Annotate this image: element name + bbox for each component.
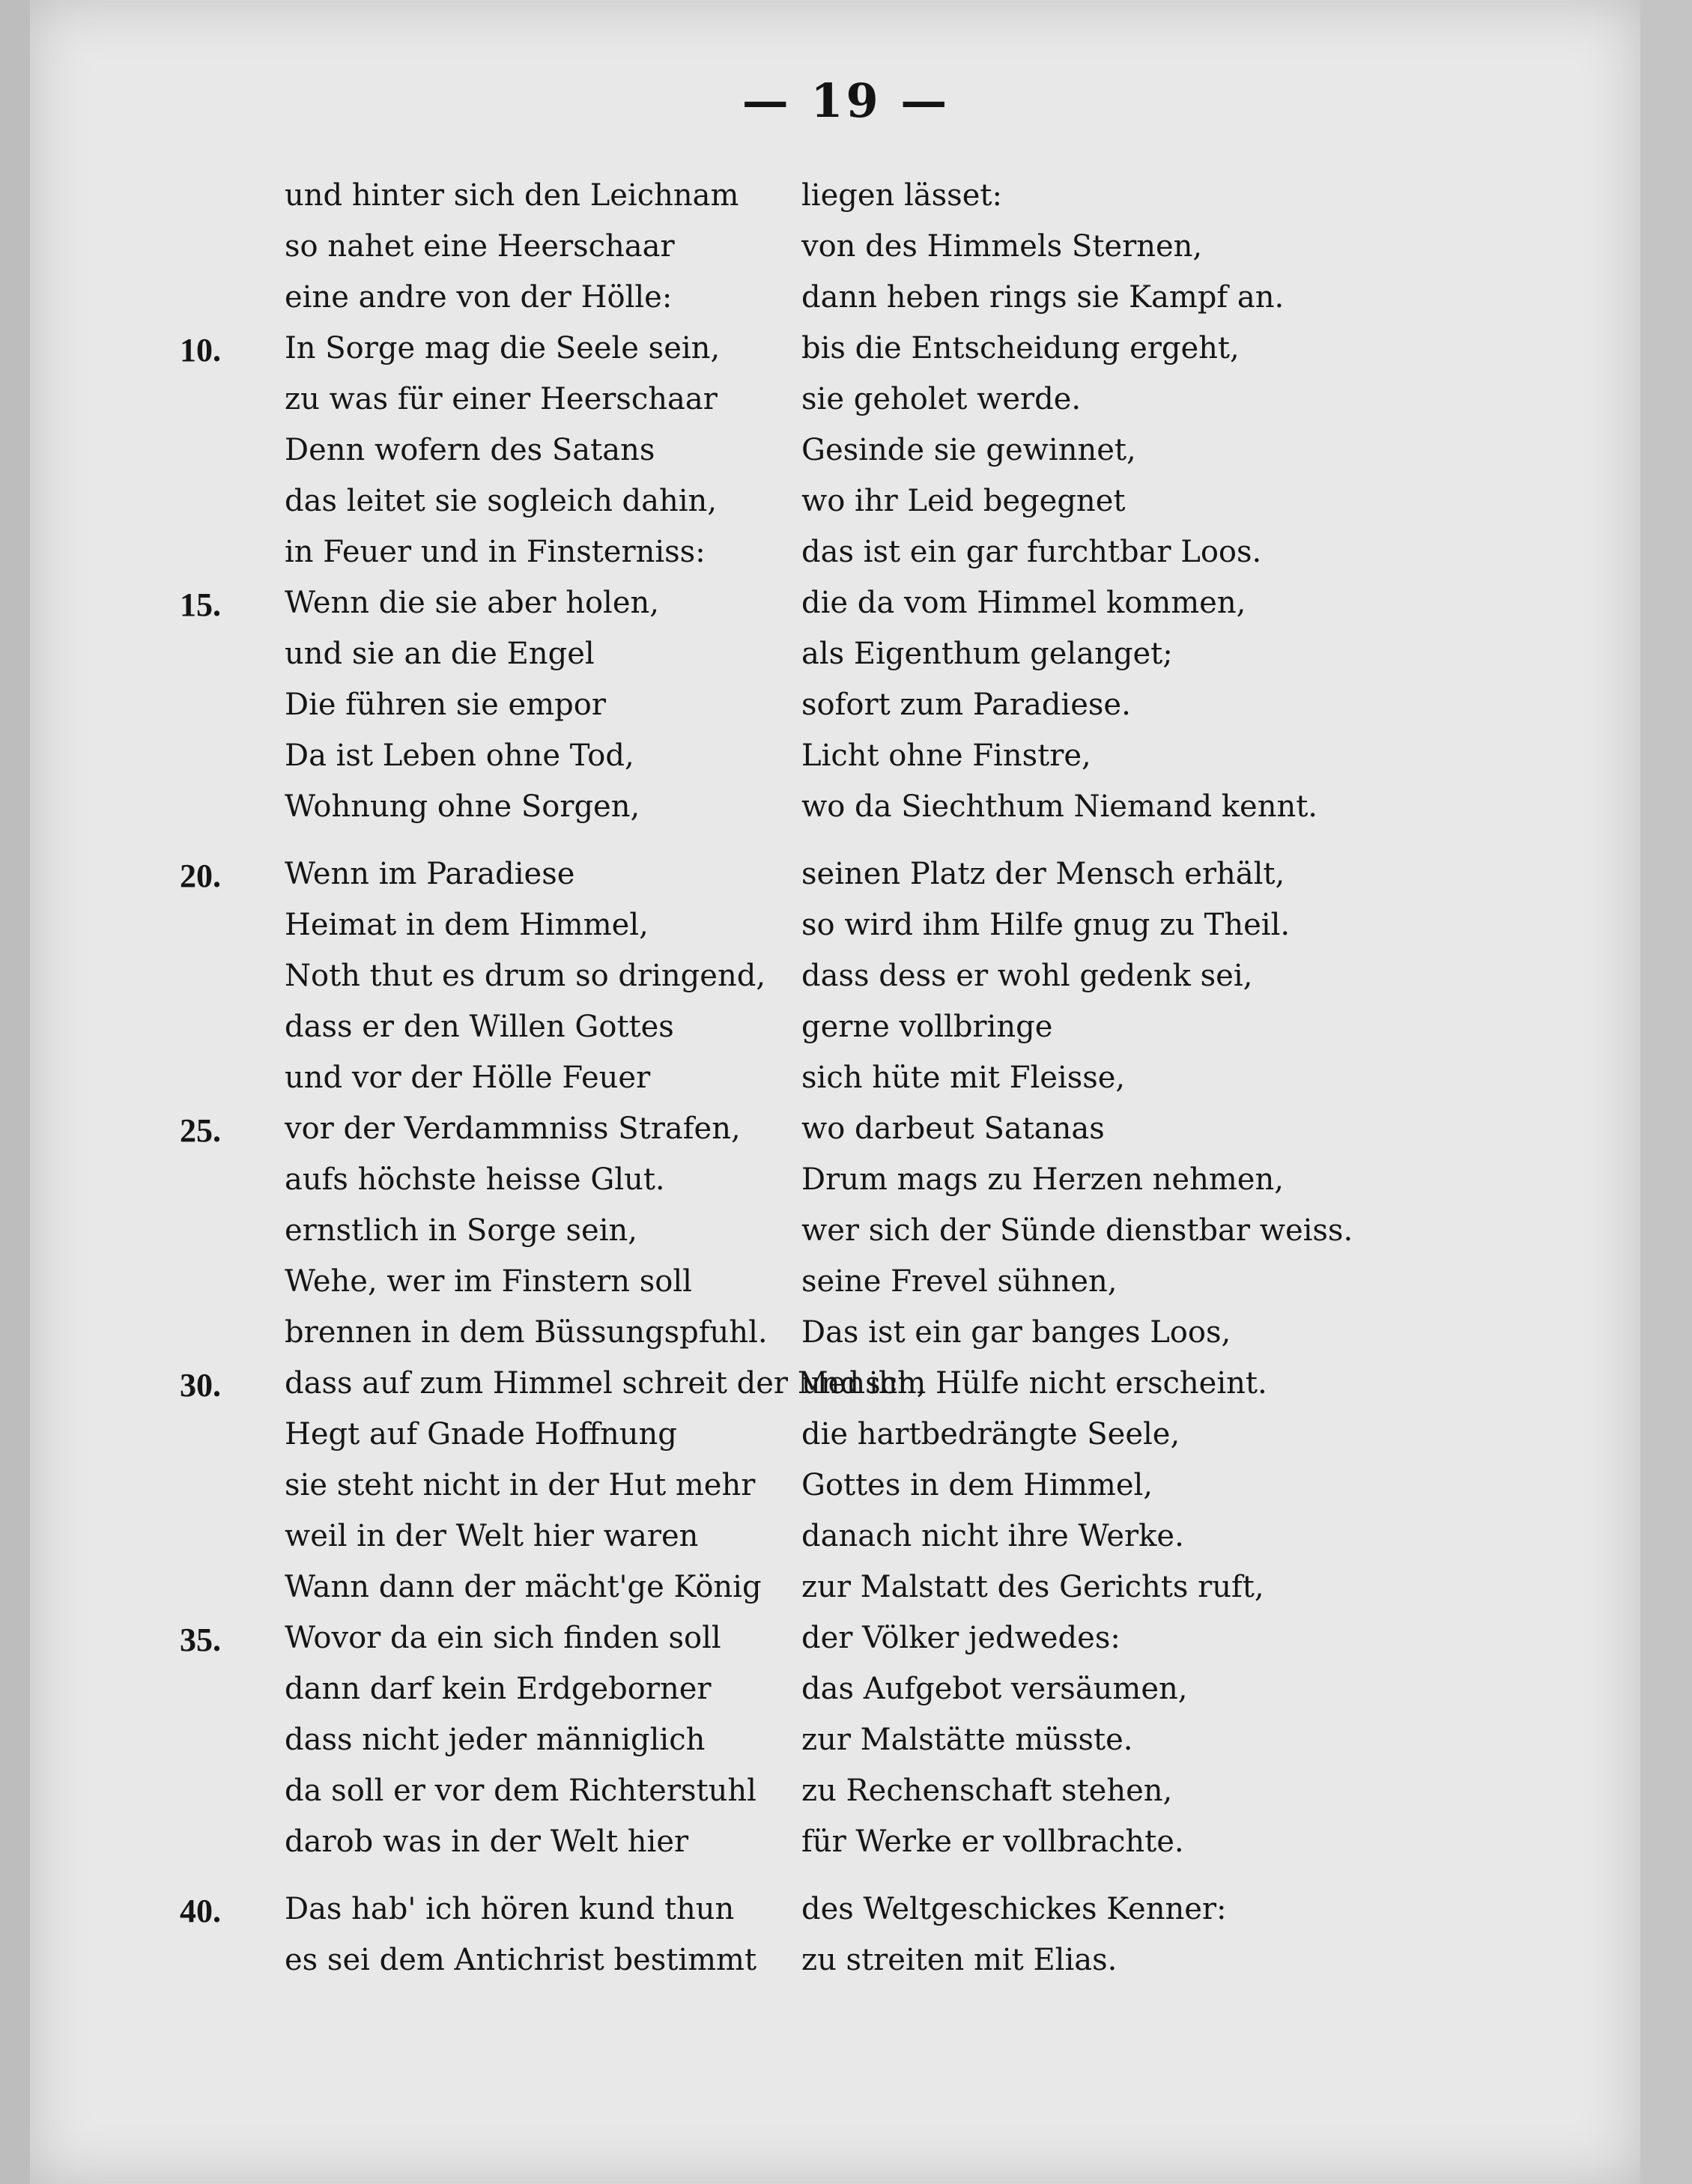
verse-second-half: danach nicht ihre Werke. [801, 1519, 1184, 1553]
verse-first-half: dass nicht jeder männiglich [285, 1723, 706, 1757]
line-number: 30. [180, 1367, 221, 1404]
verse-first-half: sie steht nicht in der Hut mehr [285, 1468, 756, 1502]
verse-first-half: das leitet sie sogleich dahin, [285, 484, 718, 518]
verse-first-half: in Feuer und in Finsterniss: [285, 535, 706, 569]
verse-first-half: Da ist Leben ohne Tod, [285, 738, 634, 773]
verse-second-half: so wird ihm Hilfe gnug zu Theil. [801, 908, 1291, 942]
verse-line [0, 280, 1692, 325]
line-number: 15. [180, 586, 221, 623]
verse-line [0, 1723, 1692, 1768]
verse-first-half: Das hab' ich hören kund thun [285, 1892, 735, 1926]
verse-second-half: sofort zum Paradiese. [801, 688, 1131, 722]
verse-first-half: Wovor da ein sich finden soll [285, 1621, 721, 1655]
verse-first-half: eine andre von der Hölle: [285, 280, 673, 315]
verse-line [0, 178, 1692, 223]
verse-first-half: Wenn im Paradiese [285, 857, 575, 891]
verse-second-half: seine Frevel sühnen, [801, 1264, 1118, 1299]
verse-second-half: wo darbeut Satanas [801, 1111, 1105, 1146]
verse-first-half: zu was für einer Heerschaar [285, 382, 718, 416]
verse-line [0, 229, 1692, 274]
verse-first-half: dass auf zum Himmel schreit der Mensch, [285, 1366, 927, 1401]
verse-first-half: es sei dem Antichrist bestimmt [285, 1943, 757, 1977]
verse-second-half: wo ihr Leid begegnet [801, 484, 1126, 518]
verse-line [0, 1315, 1692, 1360]
verse-line [0, 1417, 1692, 1462]
verse-line [0, 688, 1692, 732]
verse-second-half: von des Himmels Sternen, [801, 229, 1203, 264]
verse-first-half: so nahet eine Heerschaar [285, 229, 675, 264]
verse-line [0, 1621, 1692, 1666]
verse-second-half: das ist ein gar furchtbar Loos. [801, 535, 1262, 569]
verse-line [0, 433, 1692, 478]
verse-first-half: und sie an die Engel [285, 637, 595, 671]
verse-first-half: vor der Verdammniss Strafen, [285, 1111, 741, 1146]
verse-first-half: und vor der Hölle Feuer [285, 1061, 651, 1095]
verse-line [0, 1892, 1692, 1937]
verse-second-half: sie geholet werde. [801, 382, 1082, 416]
verse-line [0, 857, 1692, 902]
verse-second-half: als Eigenthum gelanget; [801, 637, 1173, 671]
verse-second-half: die da vom Himmel kommen, [801, 586, 1246, 620]
verse-line [0, 331, 1692, 376]
verse-second-half: seinen Platz der Mensch erhält, [801, 857, 1285, 891]
verse-first-half: aufs höchste heisse Glut. [285, 1162, 665, 1197]
verse-line [0, 1111, 1692, 1156]
verse-first-half: In Sorge mag die Seele sein, [285, 331, 721, 365]
verse-first-half: Wann dann der mächt'ge König [285, 1570, 762, 1604]
verse-second-half: Gesinde sie gewinnet, [801, 433, 1136, 467]
verse-first-half: Wohnung ohne Sorgen, [285, 789, 640, 824]
verse-line [0, 1213, 1692, 1258]
verse-second-half: gerne vollbringe [801, 1010, 1053, 1044]
verse-first-half: da soll er vor dem Richterstuhl [285, 1774, 756, 1808]
verse-line [0, 1162, 1692, 1207]
verse-second-half: Gottes in dem Himmel, [801, 1468, 1153, 1502]
verse-first-half: darob was in der Welt hier [285, 1824, 689, 1859]
verse-line [0, 1264, 1692, 1309]
verse-first-half: Heimat in dem Himmel, [285, 908, 649, 942]
verse-first-half: Denn wofern des Satans [285, 433, 655, 467]
verse-line [0, 1943, 1692, 1988]
verse-line [0, 959, 1692, 1004]
verse-first-half: Wehe, wer im Finstern soll [285, 1264, 692, 1299]
page-number: — 19 — [742, 73, 950, 128]
verse-second-half: das Aufgebot versäumen, [801, 1672, 1188, 1706]
verse-second-half: dass dess er wohl gedenk sei, [801, 959, 1253, 993]
verse-second-half: wer sich der Sünde dienstbar weiss. [801, 1213, 1353, 1248]
verse-second-half: dann heben rings sie Kampf an. [801, 280, 1285, 315]
verse-first-half: ernstlich in Sorge sein, [285, 1213, 637, 1248]
verse-second-half: der Völker jedwedes: [801, 1621, 1121, 1655]
verse-line [0, 1824, 1692, 1869]
verse-second-half: bis die Entscheidung ergeht, [801, 331, 1240, 365]
verse-second-half: für Werke er vollbrachte. [801, 1824, 1184, 1859]
verse-first-half: weil in der Welt hier waren [285, 1519, 699, 1553]
verse-second-half: Licht ohne Finstre, [801, 738, 1091, 773]
verse-second-half: Das ist ein gar banges Loos, [801, 1315, 1231, 1350]
verse-second-half: wo da Siechthum Niemand kennt. [801, 789, 1318, 824]
verse-line [0, 382, 1692, 427]
verse-second-half: zur Malstatt des Gerichts ruft, [801, 1570, 1264, 1604]
verse-second-half: sich hüte mit Fleisse, [801, 1061, 1126, 1095]
verse-second-half: liegen lässet: [801, 178, 1002, 213]
verse-line [0, 1061, 1692, 1105]
line-number: 35. [180, 1622, 221, 1658]
verse-line [0, 1468, 1692, 1513]
verse-line [0, 738, 1692, 783]
line-number: 40. [180, 1893, 221, 1929]
verse-second-half: zur Malstätte müsste. [801, 1723, 1133, 1757]
verse-line [0, 1570, 1692, 1615]
verse-line [0, 1774, 1692, 1819]
verse-line [0, 1519, 1692, 1564]
verse-line [0, 484, 1692, 529]
line-number: 10. [180, 332, 221, 368]
verse-second-half: des Weltgeschickes Kenner: [801, 1892, 1227, 1926]
verse-line [0, 535, 1692, 580]
verse-first-half: dann darf kein Erdgeborner [285, 1672, 712, 1706]
verse-second-half: und ihm Hülfe nicht erscheint. [801, 1366, 1267, 1401]
verse-line [0, 908, 1692, 953]
verse-line [0, 1672, 1692, 1717]
verse-second-half: die hartbedrängte Seele, [801, 1417, 1180, 1452]
verse-line [0, 586, 1692, 631]
verse-first-half: brennen in dem Büssungspfuhl. [285, 1315, 768, 1350]
line-number: 20. [180, 858, 221, 894]
verse-first-half: Die führen sie empor [285, 688, 606, 722]
line-number: 25. [180, 1112, 221, 1149]
verse-line [0, 1010, 1692, 1055]
verse-line [0, 637, 1692, 682]
verse-first-half: Hegt auf Gnade Hoffnung [285, 1417, 677, 1452]
verse-line [0, 789, 1692, 834]
verse-line [0, 1366, 1692, 1411]
verse-first-half: Wenn die sie aber holen, [285, 586, 659, 620]
verse-second-half: zu streiten mit Elias. [801, 1943, 1118, 1977]
verse-first-half: dass er den Willen Gottes [285, 1010, 674, 1044]
verse-second-half: Drum mags zu Herzen nehmen, [801, 1162, 1284, 1197]
verse-first-half: und hinter sich den Leichnam [285, 178, 739, 213]
verse-second-half: zu Rechenschaft stehen, [801, 1774, 1173, 1808]
verse-first-half: Noth thut es drum so dringend, [285, 959, 766, 993]
